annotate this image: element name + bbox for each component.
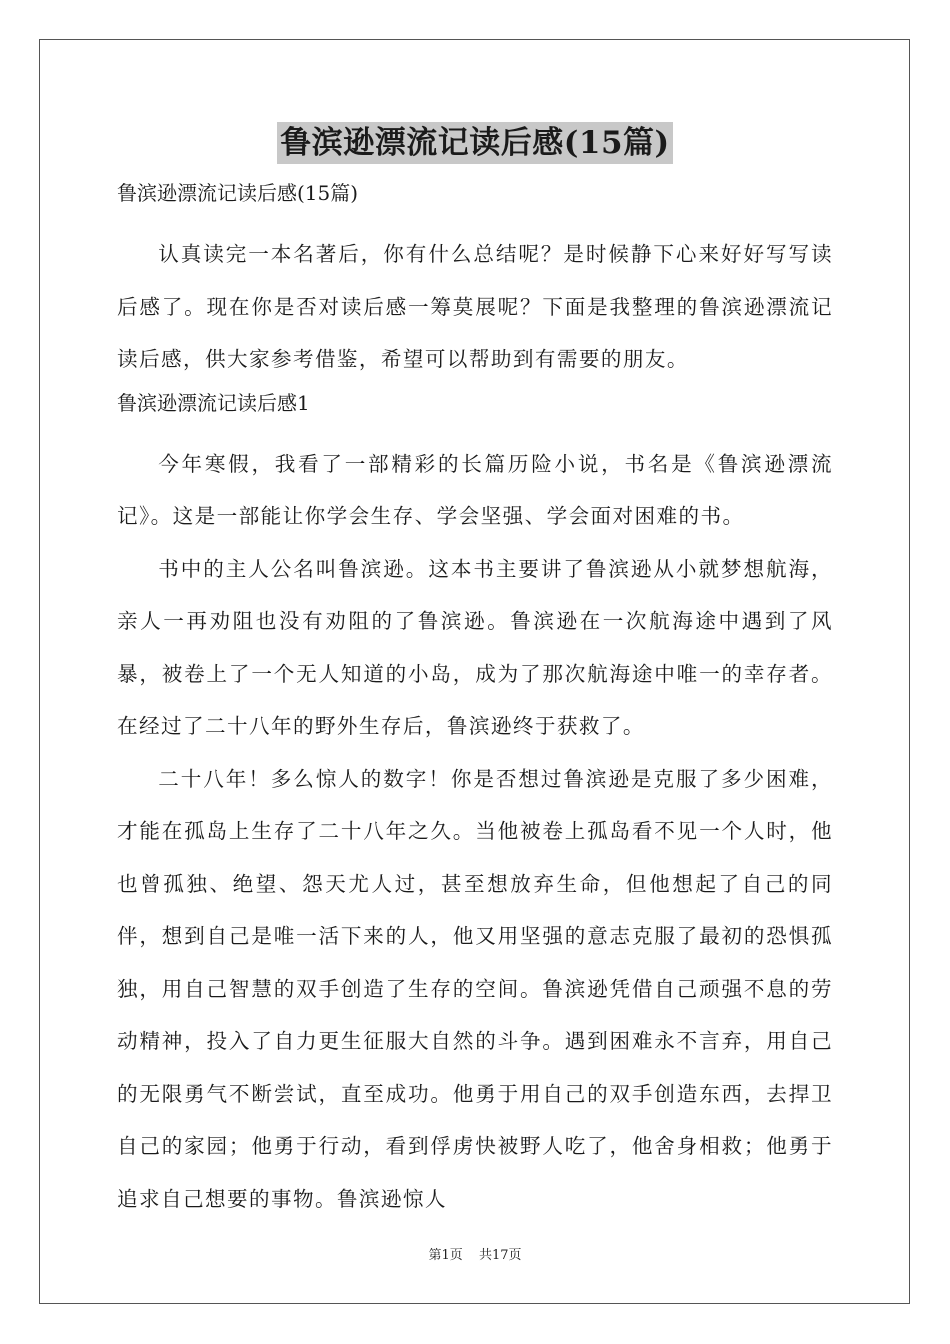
document-title: 鲁滨逊漂流记读后感(15篇) xyxy=(277,122,672,164)
body-paragraph: 今年寒假，我看了一部精彩的长篇历险小说，书名是《鲁滨逊漂流记》。这是一部能让你学会生存、学会坚强、学会面对困难的书。 xyxy=(117,451,833,528)
document-body xyxy=(117,122,833,1225)
section-heading: 鲁滨逊漂流记读后感1 xyxy=(117,390,310,415)
body-paragraph: 二十八年！多么惊人的数字！你是否想过鲁滨逊是克服了多少困难，才能在孤岛上生存了二十八年之久。当他被卷上孤岛看不见一个人时，他也曾孤独、绝望、怨天尤人过，甚至想放弃生命，但他想起了自己的同伴，想到自己是唯一活下来的人，他又用坚强的意志克服了最初的恐惧孤独，用自己智慧的双手创造了生存的空间。鲁滨逊凭借自己顽强不息的劳动精神，投入了自力更生征服大自然的斗争。遇到困难永不言弃，用自己的无限勇气不断尝试，直至成功。他勇于用自己的双手创造东西，去捍卫自己的家园；他勇于行动，看到俘虏快被野人吃了，他舍身相救；他勇于追求自己想要的事物。鲁滨逊惊人 xyxy=(117,766,833,1211)
body-paragraph: 书中的主人公名叫鲁滨逊。这本书主要讲了鲁滨逊从小就梦想航海，亲人一再劝阻也没有劝阻的了鲁滨逊。鲁滨逊在一次航海途中遇到了风暴，被卷上了一个无人知道的小岛，成为了那次航海途中唯一的幸存者。在经过了二十八年的野外生存后，鲁滨逊终于获救了。 xyxy=(117,556,833,738)
document-subtitle: 鲁滨逊漂流记读后感(15篇) xyxy=(117,181,359,205)
title-container xyxy=(117,122,833,176)
intro-paragraph: 认真读完一本名著后，你有什么总结呢？是时候静下心来好好写写读后感了。现在你是否对读后感一筹莫展呢？下面是我整理的鲁滨逊漂流记读后感，供大家参考借鉴，希望可以帮助到有需要的朋友。 xyxy=(117,242,833,371)
page-footer xyxy=(0,1244,950,1263)
page-total: 共17页 xyxy=(478,1248,522,1263)
page-number: 第1页 xyxy=(428,1248,463,1263)
